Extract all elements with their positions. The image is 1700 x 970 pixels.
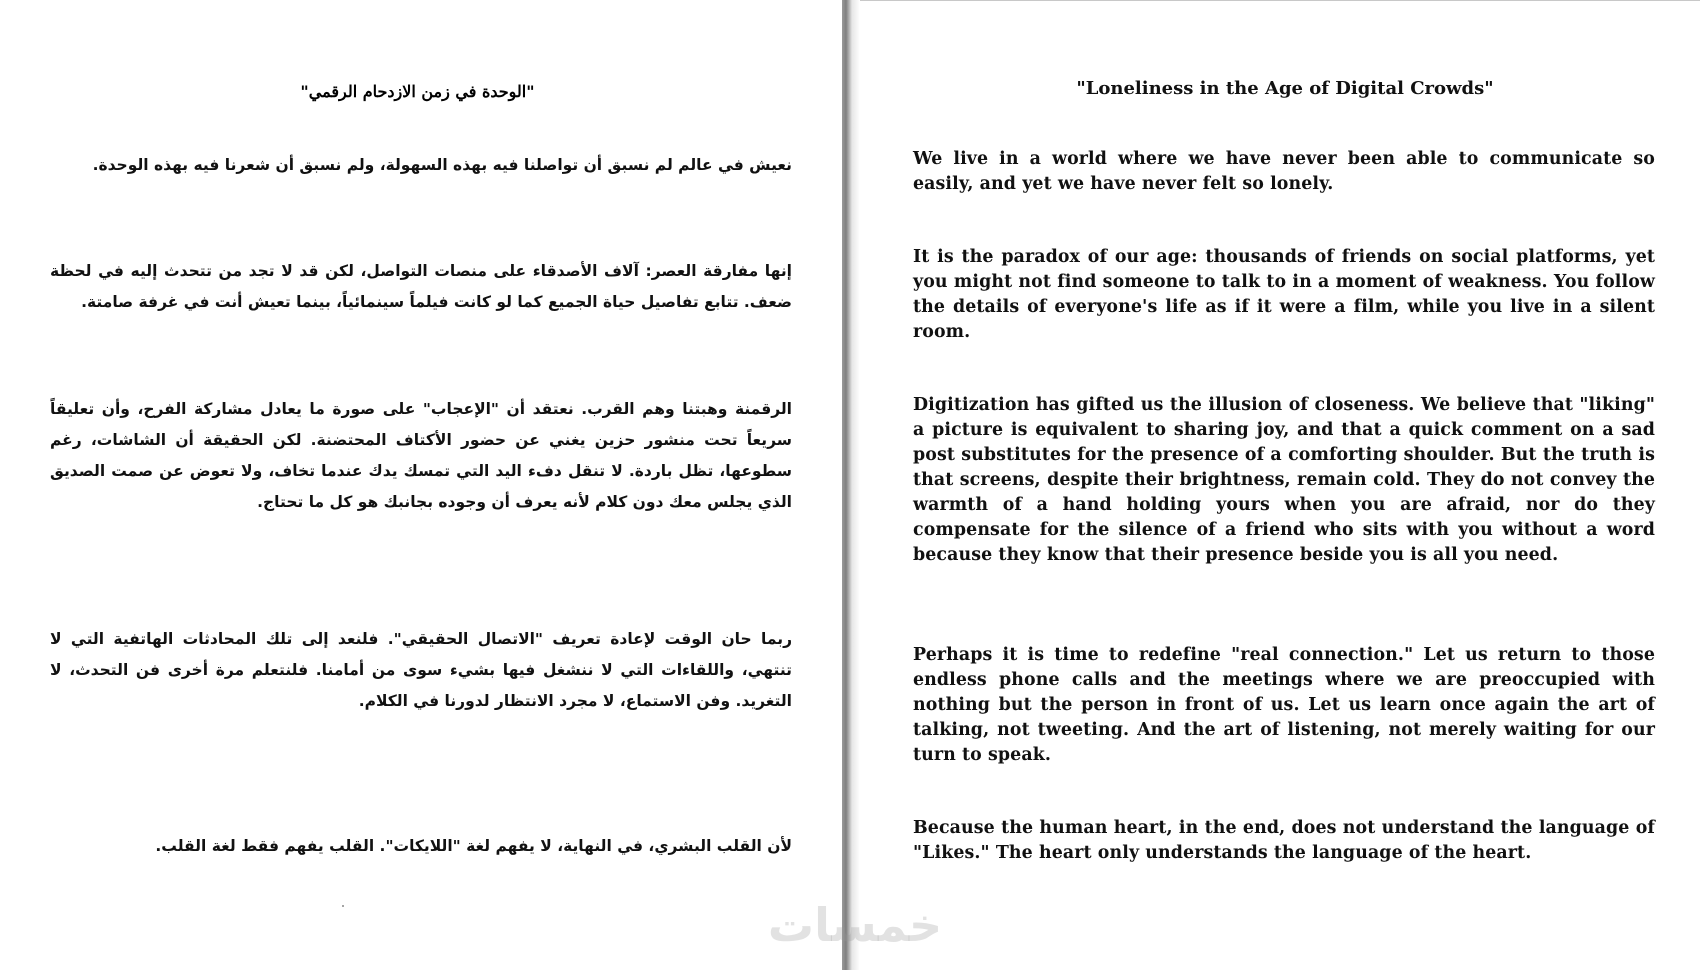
english-paragraph-2: It is the paradox of our age: thousands of friends on social platforms, yet you might not find someone to talk to in a moment of weakness. You follow the details of everyone's life as if it were a film, while you live in a silent room. [913,247,1655,342]
arabic-title: "الوحدة في زمن الازدحام الرقمي" [300,82,535,101]
english-paragraph-4: Perhaps it is time to redefine "real connection." Let us return to those endless phone calls and the meetings where we are preoccupied with nothing but the person in front of us. Let us learn once again the art of talking, not tweeting. And the art of listening, not merely waiting for our turn to speak. [913,645,1655,765]
english-paragraph-3: Digitization has gifted us the illusion of closeness. We believe that "liking" a picture is equivalent to sharing joy, and that a quick comment on a sad post substitutes for the presence of a comforting shoulder. But the truth is that screens, despite their brightness, remain cold. They do not convey the warmth of a hand holding yours when you are afraid, nor do they compensate for the silence of a friend who sits with you without a word because they know that their presence beside you is all you need. [913,395,1655,565]
arabic-paragraph-4: ربما حان الوقت لإعادة تعريف "الاتصال الحقيقي". فلنعد إلى تلك المحادثات الهاتفية التي لا تنتهي، واللقاءات التي لا ننشغل فيها بشيء سوى من أمامنا. فلنتعلم مرة أخرى فن التحدث، لا التغريد. وفن الاستماع، لا مجرد الانتظار لدورنا في الكلام. [50,630,792,710]
page-divider [842,0,860,970]
arabic-paragraph-1: نعيش في عالم لم نسبق أن تواصلنا فيه بهذه السهولة، ولم نسبق أن شعرنا فيه بهذه الوحدة. [92,156,792,174]
arabic-paragraph-5: لأن القلب البشري، في النهاية، لا يفهم لغة "اللايكات". القلب يفهم فقط لغة القلب. [155,837,792,855]
arabic-paragraph-3: الرقمنة وهبتنا وهم القرب. نعتقد أن "الإعجاب" على صورة ما يعادل مشاركة الفرح، وأن تعليقاً سريعاً تحت منشور حزين يغني عن حضور الأكتاف المحتضنة. لكن الحقيقة أن الشاشات، رغم سطوعها، تظل باردة. لا تنقل دفء اليد التي تمسك يدك عندما تخاف، ولا تعوض عن صمت الصديق الذي يجلس معك دون كلام لأنه يعرف أن وجوده بجانبك هو كل ما تحتاج. [50,400,792,511]
english-title: "Loneliness in the Age of Digital Crowds" [1076,78,1494,99]
stray-dot [342,905,344,907]
arabic-paragraph-2: إنها مفارقة العصر: آلاف الأصدقاء على منصات التواصل، لكن قد لا تجد من تتحدث إليه في لحظة ضعف. تتابع تفاصيل حياة الجميع كما لو كانت فيلماً سينمائياً، بينما تعيش أنت في غرفة صامتة. [50,262,792,311]
english-paragraph-5: Because the human heart, in the end, does not understand the language of "Likes." The heart only understands the language of the heart. [913,818,1655,863]
english-paragraph-1: We live in a world where we have never been able to communicate so easily, and yet we have never felt so lonely. [913,149,1655,194]
watermark-logo: خمسات [767,898,943,952]
page-top-border [860,0,1700,1]
